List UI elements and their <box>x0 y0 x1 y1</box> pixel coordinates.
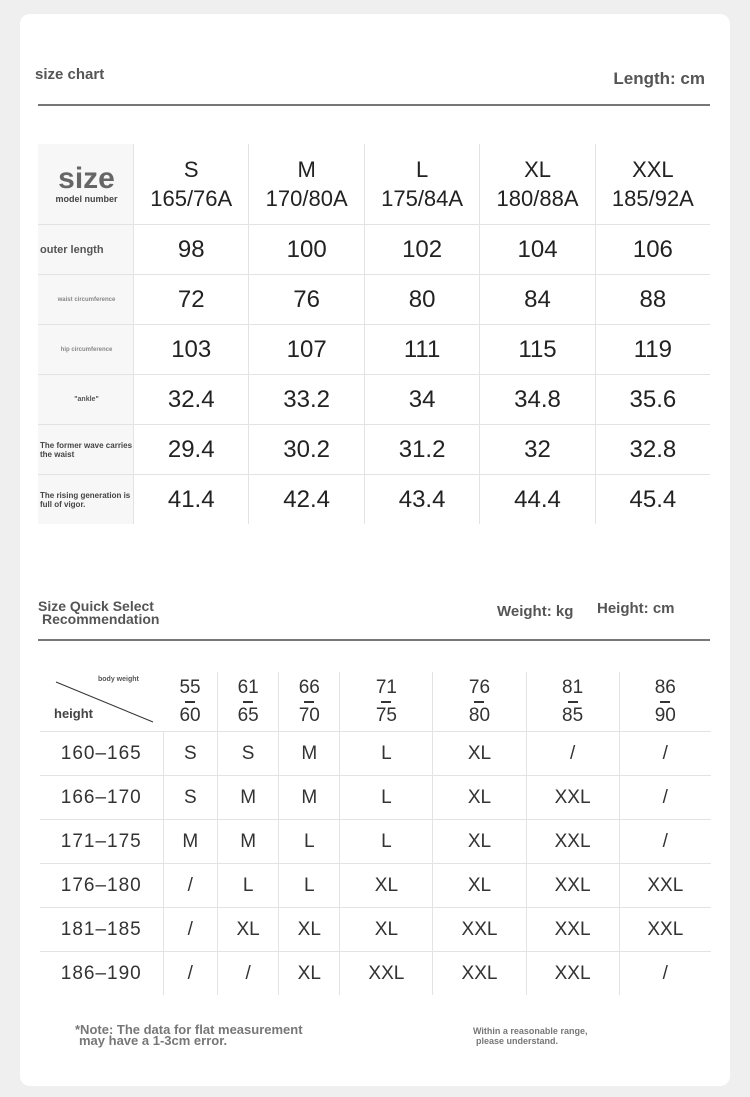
size-letter: XL <box>524 157 551 182</box>
recommended-size: XXL <box>619 908 711 952</box>
range-dash <box>568 701 578 703</box>
recommended-size: XXL <box>526 820 619 864</box>
weight-range-cell <box>433 672 526 732</box>
recommendation-title-line1: Size Quick Select <box>38 598 154 614</box>
height-unit-label: Height: cm <box>597 600 675 617</box>
recommendation-row <box>40 864 711 908</box>
height-range: 181–185 <box>40 908 163 952</box>
height-range: 166–170 <box>40 776 163 820</box>
recommended-size: / <box>526 732 619 776</box>
size-letter: S <box>183 157 199 182</box>
weight-unit-label: Weight: kg <box>497 603 574 620</box>
range-dash <box>304 701 314 703</box>
weight-range-cell <box>526 672 619 732</box>
range-dash <box>185 701 195 703</box>
size-card <box>20 14 730 1086</box>
recommendation-row <box>40 820 711 864</box>
row-label-back-rise: The rising generation is full of vigor. <box>38 475 134 525</box>
height-range: 171–175 <box>40 820 163 864</box>
weight-range-cell <box>340 672 433 732</box>
recommended-size: L <box>279 864 340 908</box>
size-letter: M <box>297 157 316 182</box>
row-label-front-rise: The former wave carries the waist <box>38 425 134 475</box>
weight-range-cell <box>218 672 279 732</box>
measurement-cell: 34 <box>364 375 479 425</box>
measurement-cell: 84 <box>480 275 595 325</box>
recommended-size: S <box>163 732 218 776</box>
size-corner-title: size <box>58 162 115 195</box>
divider <box>38 104 710 106</box>
size-chart-table <box>38 144 710 524</box>
weight-to: 75 <box>375 704 397 726</box>
measurement-cell: 43.4 <box>364 475 479 525</box>
size-code: 170/80A <box>265 186 348 211</box>
measurement-cell: 106 <box>595 225 710 275</box>
measurement-row <box>38 275 710 325</box>
weight-from: 71 <box>375 676 397 698</box>
range-dash <box>243 701 253 703</box>
note-line2: may have a 1-3cm error. <box>79 1033 228 1048</box>
recommended-size: L <box>218 864 279 908</box>
row-label-ankle: "ankle" <box>38 375 134 425</box>
recommendation-title-line2: Recommendation <box>42 611 160 627</box>
measurement-cell: 111 <box>364 325 479 375</box>
measurement-cell: 107 <box>249 325 364 375</box>
measurement-cell: 32 <box>480 425 595 475</box>
measurement-cell: 41.4 <box>134 475 249 525</box>
recommended-size: XXL <box>340 952 433 996</box>
measurement-cell: 102 <box>364 225 479 275</box>
size-header-cell <box>364 144 479 225</box>
recommended-size: XXL <box>526 908 619 952</box>
recommended-size: XL <box>340 864 433 908</box>
measurement-cell: 29.4 <box>134 425 249 475</box>
range-note <box>473 1026 587 1046</box>
size-corner-cell <box>38 144 134 225</box>
weight-from: 86 <box>654 676 676 698</box>
range-dash <box>660 701 670 703</box>
measurement-cell: 80 <box>364 275 479 325</box>
height-range: 186–190 <box>40 952 163 996</box>
recommended-size: L <box>340 732 433 776</box>
recommended-size: XL <box>218 908 279 952</box>
weight-from: 61 <box>237 676 259 698</box>
recommended-size: M <box>218 820 279 864</box>
height-range: 160–165 <box>40 732 163 776</box>
size-header-row <box>38 144 710 225</box>
recommended-size: XXL <box>433 908 526 952</box>
weight-range-cell <box>279 672 340 732</box>
measurement-cell: 44.4 <box>480 475 595 525</box>
recommended-size: / <box>163 952 218 996</box>
size-code: 185/92A <box>611 186 694 211</box>
size-chart-title: size chart <box>35 66 105 83</box>
recommendation-row <box>40 776 711 820</box>
height-range: 176–180 <box>40 864 163 908</box>
size-header-cell <box>249 144 364 225</box>
measurement-row <box>38 375 710 425</box>
corner-body-weight-label: body weight <box>98 676 139 683</box>
size-letter: L <box>415 157 429 182</box>
length-unit-label: Length: cm <box>613 69 705 88</box>
weight-from: 76 <box>468 676 491 698</box>
range-dash <box>381 701 391 703</box>
corner-height-label: height <box>54 706 93 721</box>
recommended-size: XXL <box>433 952 526 996</box>
recommended-size: L <box>340 820 433 864</box>
measurement-cell: 32.4 <box>134 375 249 425</box>
recommended-size: XL <box>433 732 526 776</box>
size-header-cell <box>134 144 249 225</box>
measurement-cell: 98 <box>134 225 249 275</box>
measurement-cell: 100 <box>249 225 364 275</box>
recommended-size: XL <box>279 908 340 952</box>
recommended-size: XXL <box>526 952 619 996</box>
recommended-size: M <box>279 776 340 820</box>
recommended-size: L <box>279 820 340 864</box>
recommended-size: / <box>619 776 711 820</box>
weight-to: 90 <box>654 704 676 726</box>
measurement-cell: 45.4 <box>629 485 677 513</box>
recommended-size: M <box>218 776 279 820</box>
size-code: 165/76A <box>150 186 233 211</box>
measurement-row <box>38 425 710 475</box>
weight-header-row <box>40 672 711 732</box>
recommendation-table <box>40 672 711 995</box>
recommended-size: L <box>340 776 433 820</box>
recommended-size: S <box>218 732 279 776</box>
measurement-cell: 34.8 <box>480 375 595 425</box>
recommended-size: / <box>619 820 711 864</box>
recommended-size: XL <box>433 864 526 908</box>
recommended-size: / <box>163 908 218 952</box>
measurement-cell: 32.8 <box>595 425 710 475</box>
size-header-cell <box>480 144 595 225</box>
size-letter: XXL <box>632 157 674 182</box>
recommended-size: M <box>279 732 340 776</box>
recommendation-row <box>40 952 711 996</box>
measurement-cell: 103 <box>134 325 249 375</box>
measurement-row <box>38 475 710 525</box>
weight-to: 70 <box>298 704 320 726</box>
recommended-size: / <box>163 864 218 908</box>
recommendation-row <box>40 908 711 952</box>
weight-from: 81 <box>562 676 584 698</box>
weight-to: 85 <box>562 704 584 726</box>
size-code: 175/84A <box>381 186 464 211</box>
size-code: 180/88A <box>496 186 579 211</box>
measurement-cell: 42.4 <box>249 475 364 525</box>
measurement-cell: 76 <box>249 275 364 325</box>
recommended-size: M <box>163 820 218 864</box>
size-header-cell <box>595 144 710 225</box>
measurement-cell: 119 <box>595 325 710 375</box>
measurement-cell: 88 <box>595 275 710 325</box>
measurement-row <box>38 225 710 275</box>
weight-from: 55 <box>179 676 201 698</box>
row-label-outer-length: outer length <box>38 225 134 275</box>
recommended-size: / <box>662 962 668 984</box>
row-label-hip: hip circumference <box>38 325 134 375</box>
measurement-cell: 104 <box>480 225 595 275</box>
weight-to: 65 <box>237 704 259 726</box>
recommended-size: XXL <box>526 864 619 908</box>
measurement-cell: 115 <box>480 325 595 375</box>
recommendation-title <box>38 600 159 626</box>
measurement-row <box>38 325 710 375</box>
weight-to: 60 <box>179 704 201 726</box>
measurement-cell: 72 <box>134 275 249 325</box>
measurement-note <box>75 1024 303 1046</box>
recommended-size: XXL <box>619 864 711 908</box>
weight-range-cell <box>619 672 711 732</box>
recommended-size: XXL <box>526 776 619 820</box>
measurement-cell: 31.2 <box>364 425 479 475</box>
range-note-line1: Within a reasonable range, <box>473 1026 588 1036</box>
note-line1: *Note: The data for flat measurement <box>75 1022 303 1037</box>
weight-to: 80 <box>468 704 491 726</box>
range-note-line2: please understand. <box>476 1036 559 1046</box>
divider <box>38 639 710 641</box>
recommended-size: XL <box>279 952 340 996</box>
recommended-size: S <box>163 776 218 820</box>
size-corner-subtitle: model number <box>55 194 118 204</box>
measurement-cell: 33.2 <box>249 375 364 425</box>
recommended-size: / <box>619 732 711 776</box>
recommendation-row <box>40 732 711 776</box>
recommended-size: XL <box>340 908 433 952</box>
recommended-size: XL <box>433 776 526 820</box>
weight-range-cell <box>163 672 218 732</box>
range-dash <box>474 701 484 703</box>
row-label-waist: waist circumference <box>38 275 134 325</box>
recommended-size: / <box>218 952 279 996</box>
recommendation-corner-cell <box>40 672 163 732</box>
weight-from: 66 <box>298 676 320 698</box>
recommended-size: XL <box>433 820 526 864</box>
measurement-cell: 30.2 <box>249 425 364 475</box>
measurement-cell: 35.6 <box>595 375 710 425</box>
